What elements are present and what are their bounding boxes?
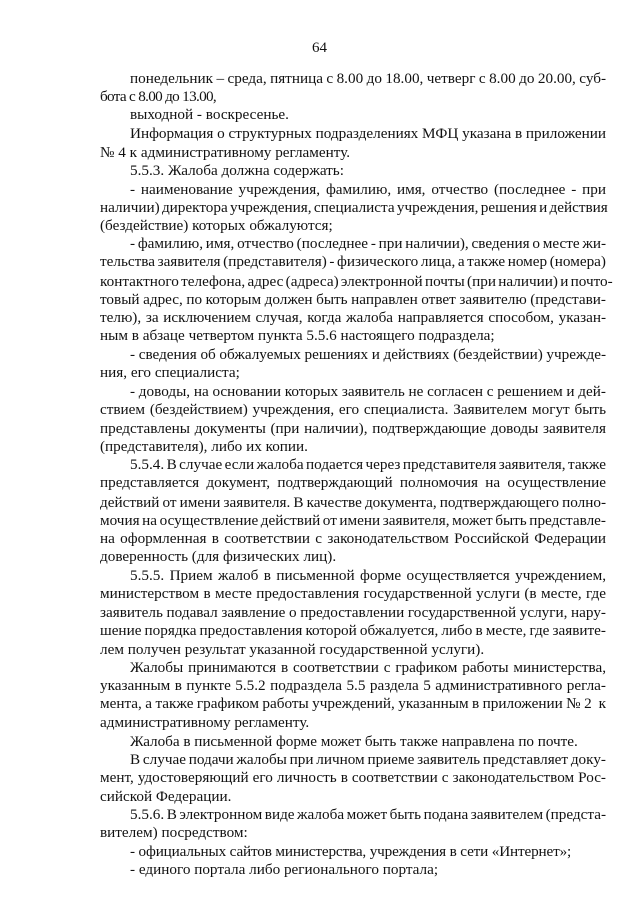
- text-line: мента, а также графиком работы учреждений, указанным в приложении № 2 к: [100, 695, 606, 712]
- text-line: доверенность (для физических лиц).: [100, 548, 337, 565]
- text-line: 5.5.6. В электронном виде жалоба может быть подана заявителем (предста-: [130, 806, 607, 823]
- text-line: - наименование учреждения, фамилию, имя, отчество (последнее - при: [130, 181, 606, 198]
- text-line: Информация о структурных подразделениях МФЦ указана в приложении: [130, 125, 606, 142]
- text-line: ния, его специалиста;: [100, 364, 240, 381]
- text-line: - единого портала либо регионального портала;: [130, 861, 439, 878]
- text-line: (представителя), либо их копии.: [100, 438, 308, 455]
- text-line: шение порядка предоставления которой обжалуется, либо в месте, где заявите-: [100, 622, 606, 639]
- text-line: ствием (бездействием) учреждения, его специалиста. Заявителем могут быть: [100, 401, 606, 418]
- text-line: мент, удостоверяющий его личность в соответствии с законодательством Рос-: [100, 769, 606, 786]
- text-line: - доводы, на основании которых заявитель не согласен с решением и дей-: [130, 383, 606, 400]
- text-line: вителем) посредством:: [100, 824, 248, 841]
- text-line: заявитель подавал заявление о предоставлении государственной услуги, нару-: [100, 604, 606, 621]
- text-line: представляется документ, подтверждающий полномочия на осуществление: [100, 474, 607, 491]
- text-line: бота с 8.00 до 13.00,: [100, 88, 216, 105]
- text-line: министерством в месте предоставления государственной услуги (в месте, где: [100, 585, 606, 602]
- text-line: понедельник – среда, пятница с 8.00 до 18.00, четверг с 8.00 до 20.00, суб-: [130, 70, 607, 87]
- text-line: - сведения об обжалуемых решениях и действиях (бездействии) учрежде-: [130, 346, 607, 363]
- text-line: тельства заявителя (представителя) - физического лица, а также номер (номера): [100, 253, 606, 270]
- text-line: Жалоба в письменной форме может быть также направлена по почте.: [130, 733, 578, 750]
- text-line: сийской Федерации.: [100, 788, 232, 805]
- text-line: наличии) директора учреждения, специалиста учреждения, решения и действия: [100, 199, 608, 216]
- text-line: указанным в пункте 5.5.2 подраздела 5.5 раздела 5 административного регла-: [100, 677, 606, 694]
- text-line: ным в абзаце четвертом пункта 5.5.6 настоящего подраздела;: [100, 327, 495, 344]
- text-line: выходной - воскресенье.: [130, 106, 289, 123]
- text-line: 5.5.4. В случае если жалоба подается через представителя заявителя, также: [130, 456, 606, 473]
- text-line: Жалобы принимаются в соответствии с графиком работы министерства,: [130, 659, 606, 676]
- text-line: № 4 к административному регламенту.: [100, 144, 351, 161]
- text-line: мочия на осуществление действий от имени заявителя, может быть представле-: [100, 512, 606, 529]
- text-line: 5.5.3. Жалоба должна содержать:: [130, 162, 344, 179]
- text-line: контактного телефона, адрес (адреса) электронной почты (при наличии) и почто-: [100, 273, 613, 290]
- text-line: товый адрес, по которым должен быть направлен ответ заявителю (представи-: [100, 291, 606, 308]
- text-line: - официальных сайтов министерства, учреждения в сети «Интернет»;: [130, 843, 572, 860]
- page-number: 64: [312, 40, 327, 56]
- text-line: на оформленная в соответствии с законодательством Российской Федерации: [100, 530, 607, 547]
- text-line: телю), за исключением случая, когда жалоба направляется способом, указан-: [100, 309, 607, 326]
- text-line: представлены документы (при наличии), подтверждающие доводы заявителя: [100, 420, 606, 437]
- text-line: (бездействие) которых обжалуются;: [100, 217, 333, 234]
- text-line: 5.5.5. Прием жалоб в письменной форме осуществляется учреждением,: [130, 567, 607, 584]
- text-line: лем получен результат указанной государственной услуги).: [100, 641, 485, 658]
- text-line: В случае подачи жалобы при личном приеме заявитель представляет доку-: [130, 751, 606, 768]
- text-line: - фамилию, имя, отчество (последнее - при наличии), сведения о месте жи-: [130, 235, 607, 252]
- text-line: административному регламенту.: [100, 714, 310, 731]
- text-line: действий от имени заявителя. В качестве документа, подтверждающего полно-: [100, 494, 607, 511]
